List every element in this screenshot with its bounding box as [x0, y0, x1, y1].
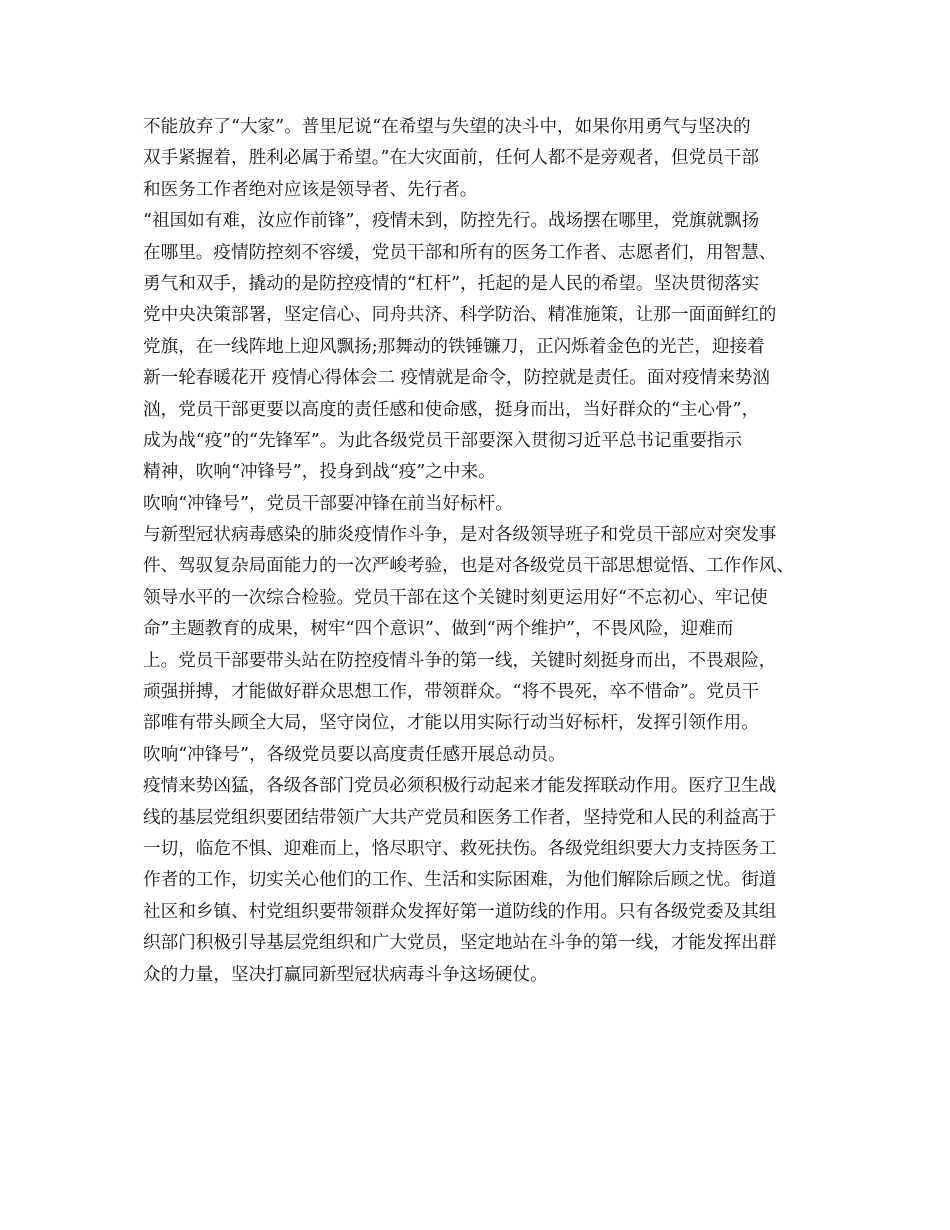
text-line: 党旗，在一线阵地上迎风飘扬;那舞动的铁锤镰刀，正闪烁着金色的光芒，迎接着: [143, 336, 765, 357]
text-line: 和医务工作者绝对应该是领导者、先行者。: [143, 179, 478, 200]
text-line: 一切，临危不惧、迎难而上，恪尽职守、救死扶伤。各级党组织要大力支持医务工: [143, 838, 777, 859]
text-line: 吹响“冲锋号”，各级党员要以高度责任感开展总动员。: [143, 744, 566, 765]
text-line: 上。党员干部要带头站在防控疫情斗争的第一线，关键时刻挺身而出，不畏艰险，: [143, 650, 777, 671]
body-text: [143, 112, 833, 991]
text-line: 汹，党员干部更要以高度的责任感和使命感，挺身而出，当好群众的“主心骨”，: [143, 399, 760, 420]
text-line: 命”主题教育的成果，树牢“四个意识”、做到“两个维护”，不畏风险，迎难而: [143, 619, 734, 640]
text-line: 吹响“冲锋号”，党员干部要冲锋在前当好标杆。: [143, 493, 513, 514]
text-line: 精神，吹响“冲锋号”，投身到战“疫”之中来。: [143, 462, 496, 483]
text-line: “祖国如有难，汝应作前锋”，疫情未到，防控先行。战场摆在哪里，党旗就飘扬: [143, 211, 760, 232]
text-line: 织部门积极引导基层党组织和广大党员，坚定地站在斗争的第一线，才能发挥出群: [143, 933, 777, 954]
text-line: 勇气和双手，撬动的是防控疫情的“杠杆”，托起的是人民的希望。坚决贯彻落实: [143, 273, 760, 294]
text-line: 社区和乡镇、村党组织要带领群众发挥好第一道防线的作用。只有各级党委及其组: [143, 901, 777, 922]
text-line: 线的基层党组织要团结带领广大共产党员和医务工作者，坚持党和人民的利益高于: [143, 807, 777, 828]
text-line: 双手紧握着，胜利必属于希望。”在大灾面前，任何人都不是旁观者，但党员干部: [143, 148, 759, 169]
text-line: 成为战“疫”的“先锋军”。为此各级党员干部要深入贯彻习近平总书记重要指示: [143, 430, 742, 451]
text-line: 部唯有带头顾全大局，坚守岗位，才能以用实际行动当好标杆，发挥引领作用。: [143, 713, 759, 734]
text-line: 新一轮春暖花开 疫情心得体会二 疫情就是命令，防控就是责任。面对疫情来势汹: [143, 368, 770, 389]
text-line: 领导水平的一次综合检验。党员干部在这个关键时刻更运用好“不忘初心、牢记使: [143, 587, 768, 608]
text-line: 件、驾驭复杂局面能力的一次严峻考验，也是对各级党员干部思想觉悟、工作作风、: [143, 556, 794, 577]
text-line: 疫情来势凶猛，各级各部门党员必须积极行动起来才能发挥联动作用。医疗卫生战: [143, 776, 777, 797]
text-line: 众的力量，坚决打赢同新型冠状病毒斗争这场硬仗。: [143, 964, 548, 985]
text-line: 在哪里。疫情防控刻不容缓，党员干部和所有的医务工作者、志愿者们，用智慧、: [143, 242, 777, 263]
text-line: 作者的工作，切实关心他们的工作、生活和实际困难，为他们解除后顾之忧。街道: [143, 870, 777, 891]
text-line: 顽强拼搏，才能做好群众思想工作，带领群众。“将不畏死，卒不惜命”。党员干: [143, 682, 760, 703]
text-line: 与新型冠状病毒感染的肺炎疫情作斗争，是对各级领导班子和党员干部应对突发事: [143, 525, 777, 546]
text-line: 党中央决策部署，坚定信心、同舟共济、科学防治、精准施策，让那一面面鲜红的: [143, 305, 777, 326]
text-line: 不能放弃了“大家”。普里尼说“在希望与失望的决斗中，如果你用勇气与坚决的: [143, 117, 751, 137]
